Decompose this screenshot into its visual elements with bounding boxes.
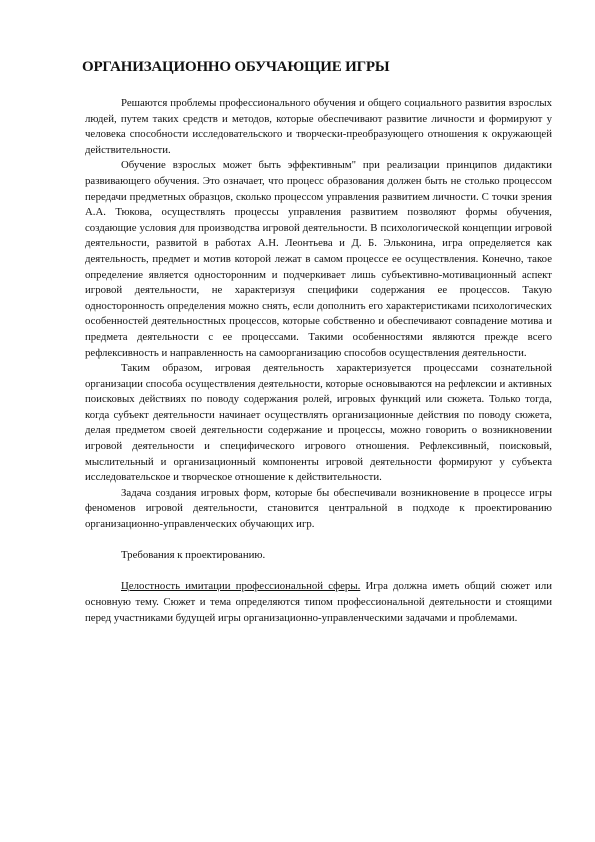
- paragraph-game-activity: Таким образом, игровая деятельность характеризуется процессами сознательной организации способа осуществления деятельности, которые основываются на рефлексии и активных поисковых действиях по поводу содержания ролей, игровых функций или сюжета. Только тогда, когда субъект деятельности начинает осуществлять организационные действия по поводу сюжета, делая предметом своей деятельности содержание и процессы, можно говорить о возникновении игровой деятельности и специфического игрового отношения. Рефлексивный, поисковый, мыслительный и организационный компоненты игровой деятельности формируют у субъекта исследовательское и творческое отношение к действительности.: [85, 362, 552, 484]
- paragraph-task: Задача создания игровых форм, которые бы обеспечивали возникновение в процессе игры феноменов игровой деятельности, становится центральной в подходе к проектированию организационно-управленческих обучающих игр.: [85, 486, 552, 531]
- document-body: [85, 96, 552, 626]
- document-title: ОРГАНИЗАЦИОННО ОБУЧАЮЩИЕ ИГРЫ: [82, 59, 390, 75]
- paragraph-adult-learning: Обучение взрослых может быть эффективным" при реализации принципов дидактики развивающего обучения. Это означает, что процесс образования должен быть не столько процессом передачи предметных образцов, сколько процессом управления развитием личности. С точки зрения А.А. Тюкова, осуществлять процессы управления развитием позволяют формы обучения, создающие условия для производства игровой деятельности. В психологической концепции игровой деятельности, развитой в работах А.Н. Леонтьева и Д. Б. Эльконина, игра определяется как деятельность, предмет и мотив которой лежат в самом процессе ее осуществления. Конечно, такое определение является односторонним и подчеркивает лишь субъективно-мотивационный аспект игровой деятельности, не характеризуя специфики содержания ее процессов. Такую односторонность определения можно снять, если дополнить его характеристиками психологических особенностей деятельностных процессов, которые собственно и обеспечивают совпадение мотива и предмета деятельности с ее процессами. Такими особенностями являются прежде всего рефлексивность и направленность на самоорганизацию способов осуществления деятельности.: [85, 159, 552, 359]
- paragraph-integrity: [85, 579, 552, 626]
- underlined-term: Целостность имитации профессиональной сферы.: [121, 580, 361, 593]
- requirements-heading: Требования к проектированию.: [121, 549, 266, 562]
- blank-line: [85, 564, 552, 580]
- paragraph-intro: Решаются проблемы профессионального обучения и общего социального развития взрослых людей, путем таких средств и методов, которые обеспечивают развитие личности и формируют у человека способности исследовательского и творчески-преобразующего отношения к окружающей действительности.: [85, 97, 552, 156]
- blank-line: [85, 533, 552, 549]
- paragraph-integrity-text: Игра должна иметь общий сюжет или основную тему. Сюжет и тема определяются типом профессиональной деятельности и стоящими перед участниками будущей игры организационно-управленческими задачами и проблемами.: [85, 580, 552, 624]
